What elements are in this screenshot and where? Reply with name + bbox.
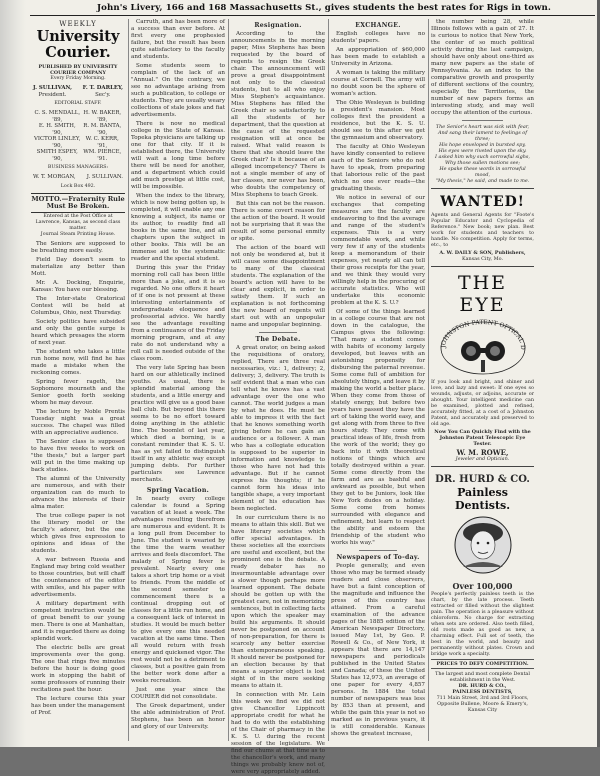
- eye-dealer: W. M. ROWE,: [456, 448, 509, 457]
- paragraph: A great orator, on being asked the requisitions of oratory, replied, There are three real necessaries, viz.: 1, delivery; 2, delivery; 3, delivery. The truth is self evident that a man who can tell what he knows has a vast advantage over the one who cannot. The world judges a man by what he does. He must be able to impress it with the fact that he knows something worth giving before he can gain an audience or a follower. A man who has a collegiate education is supposed to be superior in information and knowledge to those who have not had this advantage. But if he cannot express his thoughts; if he cannot form his ideas into tangible shape, a very important element of his education has been neglected.: [231, 345, 325, 512]
- paragraph: Society politics have subsided and only the gentle surge is heard which presages the storm of next year.: [31, 318, 125, 346]
- paragraph: The lecture by Noble Prentis Tuesday night was a great success. The chapel was filled with an appreciative audience.: [31, 408, 125, 436]
- resignation-heading: Resignation.: [254, 22, 302, 29]
- hurd-address: 711 Main Street, 3rd and 3rd Floors,: [436, 695, 529, 701]
- column-2-body: [131, 19, 225, 484]
- paragraph: The Greek department, under the able administration of Prof. Stephens, has been an honor and glory of our University.: [131, 703, 225, 730]
- spring-vacation-heading: Spring Vacation.: [146, 487, 210, 494]
- paragraph: But this can not be the reason. There is some covert reason for the action of the board. It would not be surprising that it was the result of some personal enmity or spite.: [231, 201, 325, 242]
- eye-text: If you look and bright, and shiner and love, and lazy and sweet: If one eyes so wounds, adjusts, or adjoins, accurate or ahought. Your intelligent medicine can be examined, plotted and refined, accurately fitted, at a cost of a Johnston Patent, and accurately and preserved to old age.: [431, 379, 534, 427]
- staff-member: E. H. SMITH, '90,: [38, 123, 76, 136]
- staff-member: VICTOR LINLEY, '90,: [34, 136, 81, 149]
- paragraph: According to the announcements in the morning paper, Miss Stephens has been requested by the board of regents to resign the Greek chair. The announcement will prove a great disappointment not only to the classical students, but to all who enjoy Miss Stephen's acquaintance. Miss Stephens has filled the Greek chair so satisfactorily to all the students of her department, that the question at the cause of the requested resignation will at once be raised. What valid reason is there that she should leave the Greek chair? Is it because of an alleged incompetency? There is not a single member of any of her classes, nor never has been, who doubts the competency of Miss Stephens to teach Greek.: [231, 31, 325, 198]
- prices: PRICES TO DEFY COMPETITION.: [431, 659, 534, 669]
- eye-product: Johnston Patent Telescopic Eye Tester.: [439, 435, 526, 447]
- hurd-title: DR. HURD & CO.: [435, 474, 530, 485]
- paragraph: The Ohio Wesleyan is building a president's mansion. Most colleges first the president a residence, but the K. S. U. should see to this after we get the gymnasium and observatory.: [331, 100, 425, 141]
- poem-line: The Senior's heart was sick with fear,: [435, 124, 530, 130]
- column-divider: [428, 19, 429, 741]
- paragraph: The alumni of the University are numerous, and with their organization can do much to advance the interests of their alma mater.: [31, 475, 125, 510]
- poem-line: "My thesis," he said, and made to me.: [435, 178, 530, 184]
- staff-member: WM. PIERCE, '91.: [83, 149, 122, 162]
- column-4-body: [331, 31, 425, 547]
- paragraph: The electric bells are great improvements over the gong. The one that rings five minutes before the hour is doing good work in stopping the habit of some professors of running their recitations past the hour.: [31, 644, 125, 693]
- paragraph: The student who takes a little run home now, will find he has made a mistake when the reckoning comes.: [31, 348, 125, 376]
- separator: [359, 550, 397, 551]
- poem: [431, 124, 534, 184]
- paragraph: The action of the board will not only be wondered at, but it will cause some disappointment to many of the classical students. The explanation of the board's action will have to be clear and explicit, in order to satisfy them. If such an explanation is not forthcoming the new board of regents will start out with an unpopular name and unpopular beginning.: [231, 245, 325, 328]
- staff-left: [33, 110, 82, 162]
- portrait-icon: [453, 515, 513, 575]
- hurd-subtitle: Painless Dentists.: [454, 486, 511, 512]
- secretary-name: F. T. DARLEY,: [82, 85, 123, 91]
- wanted-text: Agents and General Agents for "Foote's Popular Educator and Cyclopedia of Reference." New book; new plan. Best work for students and teachers to handle. No competition. Apply for terms, etc., to: [431, 212, 534, 248]
- bm-right: J. SULLIVAN.: [86, 174, 123, 180]
- paragraph: In our curriculum there is no means to attain this skill. But we have literary societies which offer special advantages. In these societies all the exercises are useful and excellent, but the prominent one is the debate. A ready debater has no insurmountable advantage over a slower though perhaps more learned opponent. The debate should be gotten up with the greatest care, not in memorizing sentences, but in collecting facts upon which the speaker may build his arguments. It should never be postponed on account of non-preparation, for there is scarcely any better exercise than extemporaneous speaking. It should never be postponed for an election because by that means a superior object is lost sight of in the mere seeking means to attain it.: [231, 515, 325, 689]
- business-managers-heading: BUSINESS MANAGERS:: [47, 165, 109, 170]
- staff-member: W. C. KERR, '91,: [85, 136, 119, 149]
- column-1-body: [31, 241, 125, 717]
- paragraph: Spring fever rageth, the Sophomore mourneth and the Senior goeth forth seeking whom he may devour.: [31, 378, 125, 406]
- masthead-weekly: WEEKLY: [59, 20, 97, 28]
- eye-ring-text: [435, 318, 526, 350]
- over-count: Over 100,000: [452, 581, 513, 591]
- eye-role: Jeweler and Optician.: [455, 456, 510, 462]
- eye-ring-path: JOHNSTON PATENT OPTICAL D: [439, 318, 526, 350]
- column-3-more: [231, 345, 325, 776]
- column-5: [431, 19, 534, 741]
- staff-member: R. M. BANTA, '90,: [83, 123, 122, 136]
- paragraph: The Seniors are supposed to be breathing more easily.: [31, 240, 125, 254]
- page-fold-shadow: [0, 0, 26, 747]
- wanted-city: Kansas City, Mo.: [461, 256, 504, 262]
- column-divider: [128, 19, 129, 741]
- paragraph: People generally, and even those who may be termed steady readers and close observers, have but a faint conception of the magnitude and influence the press of this country has attained. From a careful examination of the advance pages of the 1885 edition of the American Newspaper Directory, issued May 1st, by Geo. P. Rowell & Co., of New York, it appears that there are 14,147 newspapers and periodicals published in the United States and Canada; of these the United States has 12,973, an average of one paper for every 4,857 persons. In 1884 the total number of newspapers was less by 853 than at present, and while the gain this year is not so marked as in previous years, it is still considerable. Kansas shows the greatest increase,: [331, 563, 425, 737]
- newspapers-heading: Newspapers of To-day.: [336, 554, 420, 561]
- paragraph: English colleges have no students' papers.: [331, 31, 425, 44]
- editorial-staff: [33, 110, 123, 162]
- eye-tester-icon: [435, 318, 531, 376]
- bm-left: W. T. MORGAN,: [33, 174, 76, 180]
- eye-title: THE EYE: [457, 272, 508, 316]
- staff-member: H. W. BAKER, '89,: [83, 110, 122, 123]
- paragraph: An appropriation of $60,000 has been made to establish a University in Arizona.: [331, 47, 425, 67]
- header-rule: [30, 15, 595, 16]
- paragraph: Of some of the things learned in a college course that are not down in the catalogue, the Campus gives the following: "That many a student comes with habits of economy largely developed, but leaves with an astonishing propensity for disbursing the paternal revenue. Some come full of ambition for absolutely things, and leave it by making the world a better place. When they come from those of stately energy, but before two years have passed they have the art of taking the world easy, and get along with from three to five hours study. They come with practical ideas of life, fresh from the work of the world; they go back into it with theoretical notions of things which are totally destroyed within a year. Some come directly from the farm and are as bashful and awkward as possible, but when they get to be Juniors, look like New York dudes on a holiday. Some come from homes surrounded with elegance and refinement, but learn to respect the ability and esteem the friendship of the student who works his way.": [331, 309, 425, 546]
- paragraph: Mr. A. Docking, Enquirie, Kansas: You have our blessing.: [31, 279, 125, 293]
- masthead-title: University Courier.: [36, 28, 120, 61]
- poem-line: I asked him why such sorrowful sighs,: [435, 154, 530, 160]
- paragraph: A military department with competent instruction would be of great benefit to our young men. There is one at Manhattan, and it is regarded there as doing splendid work.: [31, 600, 125, 642]
- eye-line: Now You Can Quickly Find with the: [434, 429, 531, 435]
- wanted-contact: A. W. DAILY & SON, Publishers,: [439, 250, 526, 256]
- separator: [259, 332, 297, 333]
- paragraph: The very late Spring has been hard on our athletically inclined youths. As usual, there is splendid material among the students, and a little energy and practice will give us a good base ball club. But beyond this there seems to be no effort toward doing anything in the athletic line. The boomlet of last year, which died a borning, is a constant reminder that K. S. U. has as yet failed to distinguish itself in any athletic way except jumping debts. For further particulars see Lawrence merchants.: [131, 365, 225, 483]
- paragraph: Some students seem to complain of the lack of an "Annual." On the contrary, we see no advantage arising from such a publication, to college or students. They are usually weary collections of stale jokes and fiat advertisements.: [131, 63, 225, 118]
- motto: MOTTO.—Fraternity Rule Must Be Broken.: [31, 193, 125, 213]
- column-4-more: [331, 563, 425, 738]
- eye-ad: [431, 266, 534, 462]
- poem-line: His eyes were riveted upon the sky.: [438, 148, 527, 154]
- officers: [33, 85, 123, 98]
- masthead-publisher: PUBLISHED BY UNIVERSITY COURIER COMPANY: [38, 64, 118, 76]
- paragraph: Carruth, and has been more of a success than ever before. At first every one prophesied failure, but the result has been quite satisfactory to the faculty and students.: [131, 19, 225, 60]
- press-notice: Journal Steam Printing House.: [40, 231, 116, 237]
- editorial-staff-heading: EDITORIAL STAFF.: [54, 101, 102, 106]
- hurd-text: People's perfectly painless teeth is the chart, by the late process. Teeth extracted or filled without the slightest pain. The operation is a pleasure without chloroform. No charge for extracting when sets are ordered. Also teeth filled, old roots made as good as new, a charming effect. Full set of teeth, the best in the world, and beauty and permanently without plates. Crown and bridge work a specialty.: [431, 591, 534, 657]
- paragraph: The Senior class is supposed to have five weeks to work on "the thesis," but a larger part will put in the time making up back studies.: [31, 438, 125, 473]
- staff-member: SMITH ESPEY, '90,: [36, 149, 78, 162]
- paragraph: In connection with Mr. Lein this week we find we did not give Chancellor Lippincott appropriate credit for what he had to do with the establishing of the Chair of pharmacy in the K. S. U. during the recent session of the legislature. We find our chums at that time as to the chancellor's work, and many things we probably knew not of, were very appropriately added.: [231, 692, 325, 775]
- separator: [462, 120, 503, 121]
- poem-line: He spake these words in sorrowful mood,: [439, 166, 526, 178]
- poem-line: His hope enveloped in bursted spy,: [439, 142, 526, 148]
- column-2-more: [131, 496, 225, 731]
- address: Lock Box 492.: [60, 183, 96, 189]
- hurd-address2: Opposite Bullene, Moore & Emery's, Kansas City: [437, 701, 528, 713]
- paragraph: The true college paper is not the literary model or the faculty's adorer, but the one which gives free expression to opinions and ideas of the students.: [31, 512, 125, 554]
- paragraph: There is now no medical college in the State of Kansas. Topeka physicians are talking up one for that city. If it is established there, the University will wait a long time before there will be need for another, and a department which could add much prestige at little cost, will be impossible.: [131, 121, 225, 190]
- paragraph: A war between Russia and England may bring cold weather to those countries, but will chaff the countenance of the editor with smiles, and his paper with advertisements.: [31, 556, 125, 598]
- paragraph: In nearly every college calendar is found a Spring vacation of at least a week. The advantages resulting therefrom are numerous and evident. It is a long pull from December to June. The student is wearied by the time the warm weather arrives and feels discomfort. The malady of Spring fever is prevalent. Nearly every one takes a short trip home or a visit to friends. From the middle of the second semester to commencement there is a continual dropping out of classes for a little run home, and a consequent lack of interest in studies. It would be much better to give every one this needed vacation at the same time. Then all would return with fresh energy and quickened vigor. The rest would not be a detriment to classes, but a positive gain from the better work done after a weeks recreation.: [131, 496, 225, 684]
- column-divider: [228, 19, 229, 741]
- page-header-ad: John's Livery, 166 and 168 Massachusetts St., gives students the best rates for Rigs in town.: [97, 3, 551, 13]
- president-name: J. SULLIVAN,: [33, 85, 72, 91]
- paragraph: The faculty at Ohio Wesleyan have kindly consented to relieve each of the Seniors who do not have to speak, from preparing that laborious relic of the past which no one ever reads—the graduating thesis.: [331, 144, 425, 192]
- paragraph: A woman is taking the military course at Cornell. The army will no doubt soon be the sphere of woman's action.: [331, 70, 425, 97]
- column-5-body: [431, 19, 534, 117]
- exchange-heading: EXCHANGE.: [355, 22, 401, 29]
- poem-line: Why those sullen motions see;: [444, 160, 521, 166]
- business-managers: [33, 174, 123, 181]
- staff-member: C. S. MENDALL, '89,: [34, 110, 81, 123]
- largest: The largest and most complete Dental establishment in the West.: [435, 671, 530, 683]
- column-2: [131, 19, 225, 741]
- paragraph: the number being 28, while Illinois follows with a gain of 27. It is curious to notice that New York, the center of so much political activity during the last campaign, should have only about one-third as many new papers as the state of Pennsylvania. As an index to the comparative growth and prosperity of different sections of the country, especially the Territories, the number of new papers forms an interesting study, and may well occupy the attention of the curious.: [431, 19, 534, 116]
- column-3: [231, 19, 325, 775]
- paragraph: The lecture course this year has been under the management of Prof.: [31, 695, 125, 716]
- paragraph: Field Day doesn't seem to materialize any better than Mott.: [31, 256, 125, 277]
- paragraph: During this year the Friday morning roll call has been little more than a joke, and it is so regarded. No one offers it heart of if one is not present at these interesting entertainments of undergraduate eloquence and professorial advice. We hardly see the advantage resulting from a continuance of the Friday morning program, and at any rate do not understand why a roll call is needed outside of the class room.: [131, 265, 225, 362]
- column-divider: [328, 19, 329, 741]
- column-1: [31, 19, 125, 741]
- column-3-body: [231, 31, 325, 329]
- hurd-ad: [431, 466, 534, 713]
- hurd-contact: DR. HURD & CO.,: [458, 683, 507, 689]
- paragraph: The Inter-state Oratorical Contest will be held at Columbus, Ohio, next Thursday.: [31, 295, 125, 316]
- poem-line: And sang their lament to feelings of three;: [437, 130, 528, 142]
- secretary-role: Sec'y.: [95, 91, 111, 98]
- entered-notice: Entered at the Post Office at Lawrence, Kansas, as second class matter.: [35, 213, 121, 231]
- paragraph: We notice in several of our exchanges that competing measures are the faculty are endeavoring to find the average and range of the student's expenses. This is a very commendable work, and while very few if any of the students keep a memorandum of their expenses, yet nearly all can tell their gross receipts for the year, and we think they would very willingly help in the procuring of accurate statistics. Who will undertake this economic problem at the K. S. U.?: [331, 195, 425, 306]
- president-role: President.: [38, 91, 67, 98]
- staff-right: [82, 110, 123, 162]
- wanted-title: WANTED!: [440, 194, 525, 210]
- paragraph: Just one year since the COURIER did not consolidate.: [131, 687, 225, 700]
- hurd-dentists: PAINLESS DENTISTS,: [452, 689, 513, 695]
- wanted-ad: [431, 188, 534, 262]
- masthead-frequency: Every Friday Morning.: [50, 76, 106, 81]
- debate-heading: The Debate.: [255, 336, 301, 343]
- paragraph: When the index to the library, which is now being gotten up, is completed, it will enable any one knowing a subject, its name or its author, to readily find all books in the same line, and all chapters upon the subject in other books. This will be an immense aid to the systematic reader and the special student.: [131, 193, 225, 262]
- column-4: [331, 19, 425, 741]
